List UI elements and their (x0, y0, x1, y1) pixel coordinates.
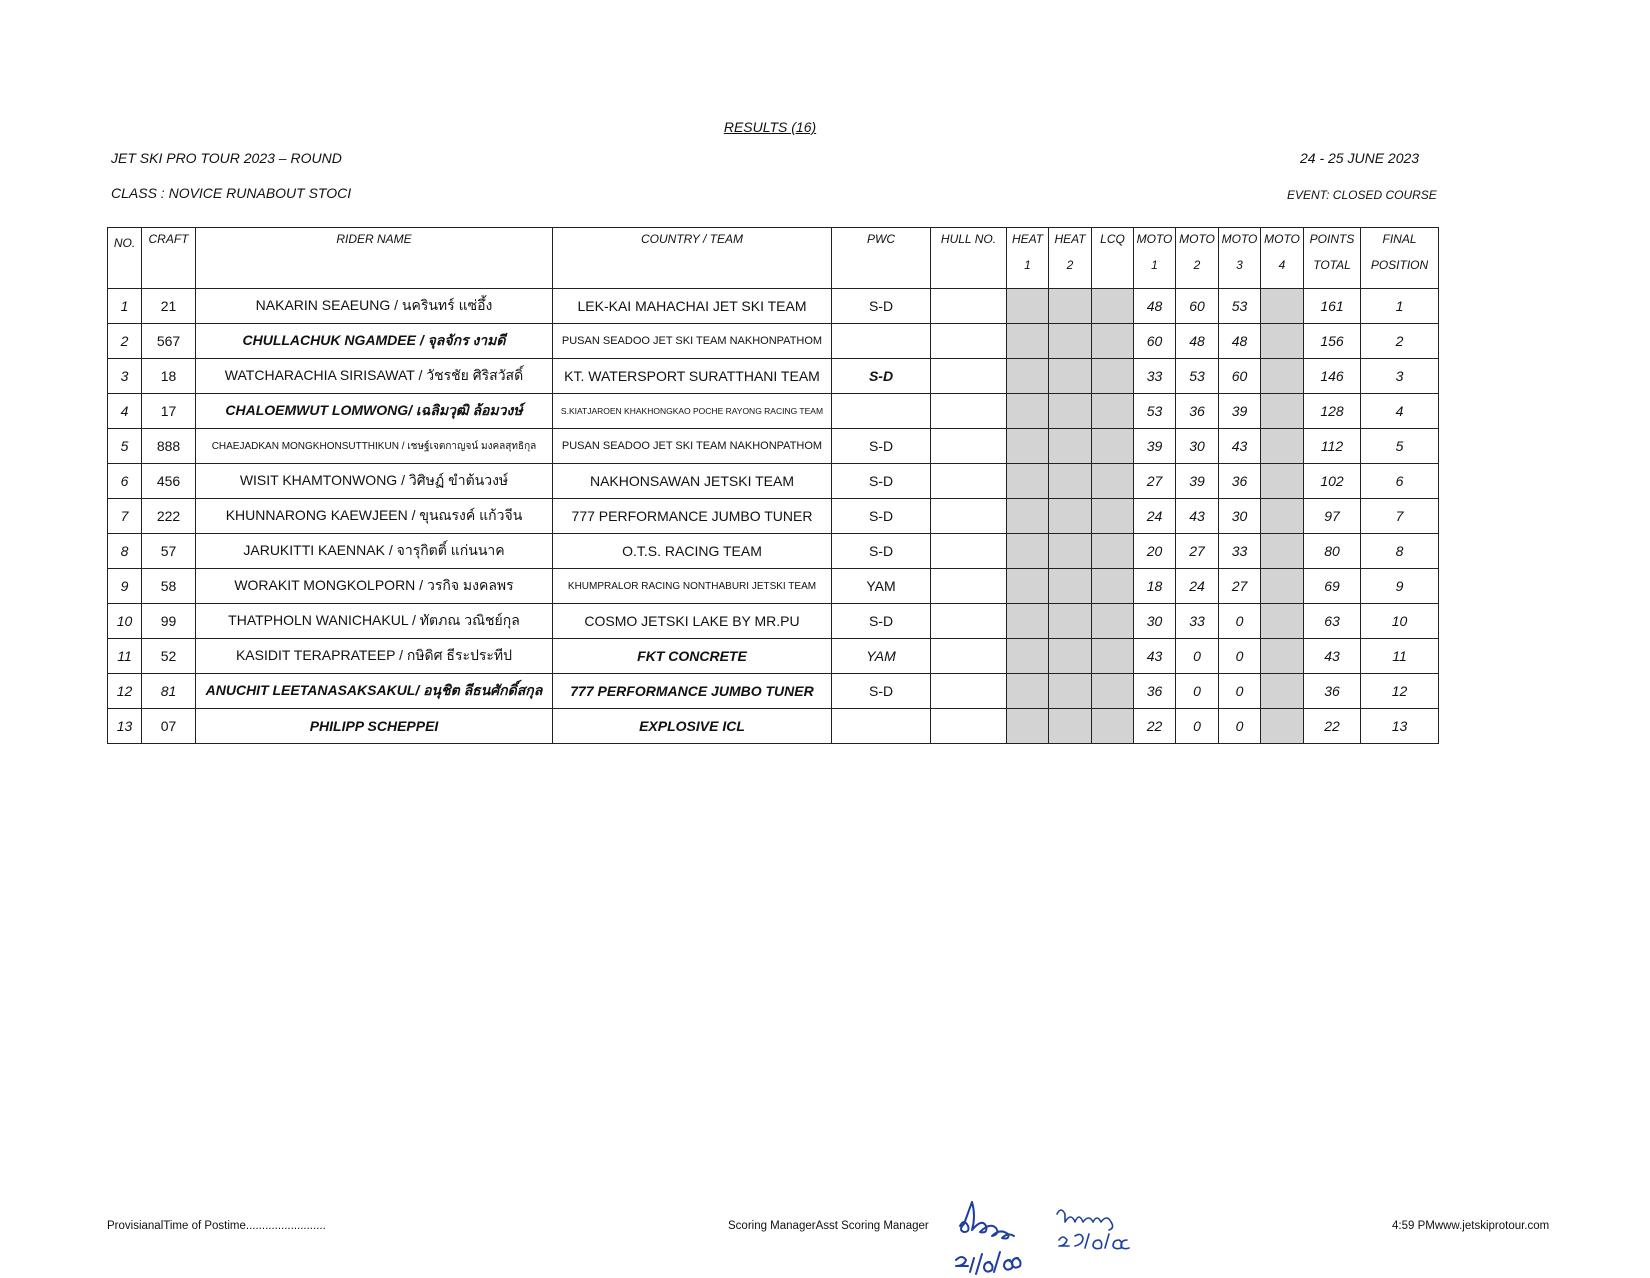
row-moto-1: 60 (1134, 324, 1176, 359)
row-final-position: 6 (1361, 464, 1439, 499)
row-heat-1 (1007, 324, 1049, 359)
table-row (108, 464, 1439, 499)
row-no: 7 (108, 499, 142, 534)
row-lcq (1092, 534, 1134, 569)
row-moto-1: 20 (1134, 534, 1176, 569)
row-final-position: 2 (1361, 324, 1439, 359)
row-heat-2 (1049, 464, 1092, 499)
row-moto-2: 48 (1176, 324, 1219, 359)
row-craft: 07 (142, 709, 196, 744)
row-moto-4 (1261, 604, 1304, 639)
row-hull (931, 569, 1007, 604)
col-heat-1: HEAT 1 (1007, 228, 1049, 289)
row-heat-1 (1007, 534, 1049, 569)
row-moto-1: 24 (1134, 499, 1176, 534)
table-row (108, 359, 1439, 394)
row-pwc: S-D (832, 499, 931, 534)
row-final-position: 7 (1361, 499, 1439, 534)
row-craft: 222 (142, 499, 196, 534)
row-craft: 456 (142, 464, 196, 499)
row-moto-3: 0 (1219, 639, 1261, 674)
row-craft: 21 (142, 289, 196, 324)
header-row (108, 228, 1439, 289)
row-rider: NAKARIN SEAEUNG / นครินทร์ แซ่อึ้ง (196, 289, 553, 324)
row-heat-2 (1049, 569, 1092, 604)
row-points-total: 97 (1304, 499, 1361, 534)
row-heat-2 (1049, 604, 1092, 639)
row-heat-2 (1049, 359, 1092, 394)
row-team: O.T.S. RACING TEAM (553, 534, 832, 569)
col-heat-2: HEAT 2 (1049, 228, 1092, 289)
row-rider: WORAKIT MONGKOLPORN / วรกิจ มงคลพร (196, 569, 553, 604)
row-rider: KHUNNARONG KAEWJEEN / ขุนณรงค์ แก้วจีน (196, 499, 553, 534)
row-pwc: S-D (832, 534, 931, 569)
row-heat-1 (1007, 394, 1049, 429)
row-craft: 17 (142, 394, 196, 429)
row-lcq (1092, 674, 1134, 709)
row-hull (931, 324, 1007, 359)
row-craft: 52 (142, 639, 196, 674)
row-hull (931, 604, 1007, 639)
row-moto-1: 27 (1134, 464, 1176, 499)
row-rider: WATCHARACHIA SIRISAWAT / วัชรชัย ศิริสวัสดิ์ (196, 359, 553, 394)
row-lcq (1092, 394, 1134, 429)
row-moto-4 (1261, 324, 1304, 359)
row-heat-2 (1049, 639, 1092, 674)
row-hull (931, 429, 1007, 464)
row-no: 4 (108, 394, 142, 429)
row-moto-2: 30 (1176, 429, 1219, 464)
event-name: JET SKI PRO TOUR 2023 – ROUND (111, 150, 342, 166)
col-no: NO. (108, 228, 142, 289)
row-no: 2 (108, 324, 142, 359)
row-final-position: 11 (1361, 639, 1439, 674)
row-craft: 81 (142, 674, 196, 709)
row-hull (931, 499, 1007, 534)
scoring-manager-signature (952, 1188, 1042, 1278)
row-moto-1: 36 (1134, 674, 1176, 709)
row-moto-2: 43 (1176, 499, 1219, 534)
row-rider: PHILIPP SCHEPPEI (196, 709, 553, 744)
row-moto-3: 0 (1219, 604, 1261, 639)
col-moto-4: MOTO 4 (1261, 228, 1304, 289)
row-heat-1 (1007, 604, 1049, 639)
results-table (107, 227, 1439, 744)
table-row (108, 569, 1439, 604)
row-points-total: 146 (1304, 359, 1361, 394)
row-team: NAKHONSAWAN JETSKI TEAM (553, 464, 832, 499)
row-lcq (1092, 289, 1134, 324)
row-points-total: 36 (1304, 674, 1361, 709)
row-rider: ANUCHIT LEETANASAKSAKUL/ อนุชิต ลีธนศักดิ์สกุล (196, 674, 553, 709)
row-heat-1 (1007, 289, 1049, 324)
row-hull (931, 464, 1007, 499)
row-moto-1: 18 (1134, 569, 1176, 604)
row-team: PUSAN SEADOO JET SKI TEAM NAKHONPATHOM (553, 429, 832, 464)
row-heat-1 (1007, 359, 1049, 394)
row-points-total: 69 (1304, 569, 1361, 604)
col-hull-no: HULL NO. (931, 228, 1007, 289)
row-final-position: 1 (1361, 289, 1439, 324)
row-moto-2: 24 (1176, 569, 1219, 604)
row-pwc (832, 324, 931, 359)
row-lcq (1092, 499, 1134, 534)
table-row (108, 289, 1439, 324)
event-type: EVENT: CLOSED COURSE (1287, 188, 1437, 202)
row-moto-2: 60 (1176, 289, 1219, 324)
row-hull (931, 534, 1007, 569)
col-craft: CRAFT (142, 228, 196, 289)
row-no: 11 (108, 639, 142, 674)
col-moto-1: MOTO 1 (1134, 228, 1176, 289)
row-no: 12 (108, 674, 142, 709)
row-heat-2 (1049, 499, 1092, 534)
row-no: 8 (108, 534, 142, 569)
row-moto-3: 43 (1219, 429, 1261, 464)
row-no: 1 (108, 289, 142, 324)
row-moto-4 (1261, 289, 1304, 324)
row-lcq (1092, 429, 1134, 464)
row-lcq (1092, 604, 1134, 639)
row-points-total: 63 (1304, 604, 1361, 639)
row-points-total: 112 (1304, 429, 1361, 464)
table-row (108, 709, 1439, 744)
row-moto-4 (1261, 639, 1304, 674)
row-lcq (1092, 639, 1134, 674)
row-heat-1 (1007, 464, 1049, 499)
row-moto-2: 39 (1176, 464, 1219, 499)
col-final-position: FINAL POSITION (1361, 228, 1439, 289)
footer-time-website: 4:59 PMwww.jetskiprotour.com (1392, 1220, 1550, 1232)
row-moto-2: 0 (1176, 639, 1219, 674)
row-team: KHUMPRALOR RACING NONTHABURI JETSKI TEAM (553, 569, 832, 604)
row-points-total: 102 (1304, 464, 1361, 499)
row-moto-2: 33 (1176, 604, 1219, 639)
row-heat-1 (1007, 569, 1049, 604)
row-pwc: S-D (832, 429, 931, 464)
row-team: LEK-KAI MAHACHAI JET SKI TEAM (553, 289, 832, 324)
row-moto-3: 48 (1219, 324, 1261, 359)
footer-scoring-managers: Scoring ManagerAsst Scoring Manager (728, 1220, 929, 1232)
row-hull (931, 359, 1007, 394)
row-heat-2 (1049, 709, 1092, 744)
row-heat-2 (1049, 534, 1092, 569)
row-pwc: S-D (832, 604, 931, 639)
row-rider: CHAEJADKAN MONGKHONSUTTHIKUN / เชษฐ์เจตกาญจน์ มงคลสุทธิกุล (196, 429, 553, 464)
row-team: EXPLOSIVE ICL (553, 709, 832, 744)
row-hull (931, 394, 1007, 429)
row-pwc: S-D (832, 464, 931, 499)
footer-provisional: ProvisianalTime of Postime......................... (107, 1220, 326, 1232)
row-craft: 99 (142, 604, 196, 639)
row-final-position: 12 (1361, 674, 1439, 709)
row-hull (931, 639, 1007, 674)
table-row (108, 639, 1439, 674)
row-points-total: 156 (1304, 324, 1361, 359)
row-heat-1 (1007, 429, 1049, 464)
row-rider: JARUKITTI KAENNAK / จารุกิตติ์ แก่นนาค (196, 534, 553, 569)
row-moto-4 (1261, 569, 1304, 604)
row-rider: CHULLACHUK NGAMDEE / จุลจักร งามดี (196, 324, 553, 359)
row-heat-2 (1049, 394, 1092, 429)
row-points-total: 80 (1304, 534, 1361, 569)
row-final-position: 10 (1361, 604, 1439, 639)
row-points-total: 128 (1304, 394, 1361, 429)
row-team: KT. WATERSPORT SURATTHANI TEAM (553, 359, 832, 394)
row-heat-2 (1049, 289, 1092, 324)
row-team: COSMO JETSKI LAKE BY MR.PU (553, 604, 832, 639)
col-rider-name: RIDER NAME (196, 228, 553, 289)
col-points-total: POINTS TOTAL (1304, 228, 1361, 289)
row-moto-4 (1261, 674, 1304, 709)
row-moto-3: 36 (1219, 464, 1261, 499)
col-country-team: COUNTRY / TEAM (553, 228, 832, 289)
table-row (108, 604, 1439, 639)
row-moto-4 (1261, 499, 1304, 534)
col-moto-2: MOTO 2 (1176, 228, 1219, 289)
row-heat-2 (1049, 674, 1092, 709)
row-heat-1 (1007, 709, 1049, 744)
row-heat-1 (1007, 639, 1049, 674)
row-pwc: S-D (832, 289, 931, 324)
row-final-position: 4 (1361, 394, 1439, 429)
row-moto-4 (1261, 464, 1304, 499)
row-points-total: 22 (1304, 709, 1361, 744)
row-final-position: 3 (1361, 359, 1439, 394)
row-moto-2: 27 (1176, 534, 1219, 569)
table-row (108, 429, 1439, 464)
table-row (108, 394, 1439, 429)
row-moto-1: 48 (1134, 289, 1176, 324)
row-moto-1: 22 (1134, 709, 1176, 744)
row-moto-3: 0 (1219, 709, 1261, 744)
row-heat-2 (1049, 324, 1092, 359)
row-lcq (1092, 569, 1134, 604)
row-team: 777 PERFORMANCE JUMBO TUNER (553, 674, 832, 709)
row-moto-4 (1261, 534, 1304, 569)
row-craft: 58 (142, 569, 196, 604)
asst-scoring-manager-signature (1053, 1200, 1133, 1260)
row-rider: WISIT KHAMTONWONG / วิศิษฏ์ ขำต้นวงษ์ (196, 464, 553, 499)
row-hull (931, 709, 1007, 744)
row-moto-1: 39 (1134, 429, 1176, 464)
row-pwc: S-D (832, 674, 931, 709)
row-no: 5 (108, 429, 142, 464)
table-row (108, 499, 1439, 534)
row-team: PUSAN SEADOO JET SKI TEAM NAKHONPATHOM (553, 324, 832, 359)
col-lcq: LCQ (1092, 228, 1134, 289)
row-craft: 888 (142, 429, 196, 464)
row-moto-3: 60 (1219, 359, 1261, 394)
row-moto-2: 0 (1176, 709, 1219, 744)
table-row (108, 324, 1439, 359)
row-pwc: YAM (832, 639, 931, 674)
row-heat-1 (1007, 499, 1049, 534)
row-lcq (1092, 359, 1134, 394)
row-moto-3: 0 (1219, 674, 1261, 709)
row-team: FKT CONCRETE (553, 639, 832, 674)
row-no: 9 (108, 569, 142, 604)
row-no: 13 (108, 709, 142, 744)
row-moto-2: 36 (1176, 394, 1219, 429)
table-row (108, 674, 1439, 709)
row-points-total: 43 (1304, 639, 1361, 674)
row-pwc: S-D (832, 359, 931, 394)
col-moto-3: MOTO 3 (1219, 228, 1261, 289)
row-rider: CHALOEMWUT LOMWONG/ เฉลิมวุฒิ ล้อมวงษ์ (196, 394, 553, 429)
row-points-total: 161 (1304, 289, 1361, 324)
row-moto-2: 53 (1176, 359, 1219, 394)
row-final-position: 5 (1361, 429, 1439, 464)
row-pwc (832, 709, 931, 744)
row-moto-4 (1261, 429, 1304, 464)
col-pwc: PWC (832, 228, 931, 289)
row-rider: KASIDIT TERAPRATEEP / กษิดิศ ธีระประทีป (196, 639, 553, 674)
row-craft: 57 (142, 534, 196, 569)
row-moto-1: 33 (1134, 359, 1176, 394)
row-no: 3 (108, 359, 142, 394)
row-hull (931, 674, 1007, 709)
row-pwc: YAM (832, 569, 931, 604)
row-moto-1: 43 (1134, 639, 1176, 674)
row-lcq (1092, 464, 1134, 499)
row-pwc (832, 394, 931, 429)
row-moto-3: 53 (1219, 289, 1261, 324)
row-craft: 18 (142, 359, 196, 394)
row-moto-4 (1261, 709, 1304, 744)
row-team: S.KIATJAROEN KHAKHONGKAO POCHE RAYONG RACING TEAM (553, 394, 832, 429)
row-no: 10 (108, 604, 142, 639)
row-craft: 567 (142, 324, 196, 359)
row-moto-3: 30 (1219, 499, 1261, 534)
row-final-position: 8 (1361, 534, 1439, 569)
row-heat-2 (1049, 429, 1092, 464)
results-title: RESULTS (16) (723, 119, 817, 135)
row-final-position: 9 (1361, 569, 1439, 604)
row-moto-3: 39 (1219, 394, 1261, 429)
row-moto-4 (1261, 359, 1304, 394)
class-label: CLASS : NOVICE RUNABOUT STOCI (111, 185, 352, 201)
row-lcq (1092, 324, 1134, 359)
row-moto-1: 30 (1134, 604, 1176, 639)
event-dates: 24 - 25 JUNE 2023 (1300, 150, 1420, 166)
row-lcq (1092, 709, 1134, 744)
row-moto-4 (1261, 394, 1304, 429)
row-rider: THATPHOLN WANICHAKUL / ทัตภณ วณิชย์กุล (196, 604, 553, 639)
row-heat-1 (1007, 674, 1049, 709)
row-no: 6 (108, 464, 142, 499)
row-team: 777 PERFORMANCE JUMBO TUNER (553, 499, 832, 534)
row-moto-1: 53 (1134, 394, 1176, 429)
row-hull (931, 289, 1007, 324)
row-moto-3: 27 (1219, 569, 1261, 604)
table-row (108, 534, 1439, 569)
row-final-position: 13 (1361, 709, 1439, 744)
row-moto-3: 33 (1219, 534, 1261, 569)
row-moto-2: 0 (1176, 674, 1219, 709)
